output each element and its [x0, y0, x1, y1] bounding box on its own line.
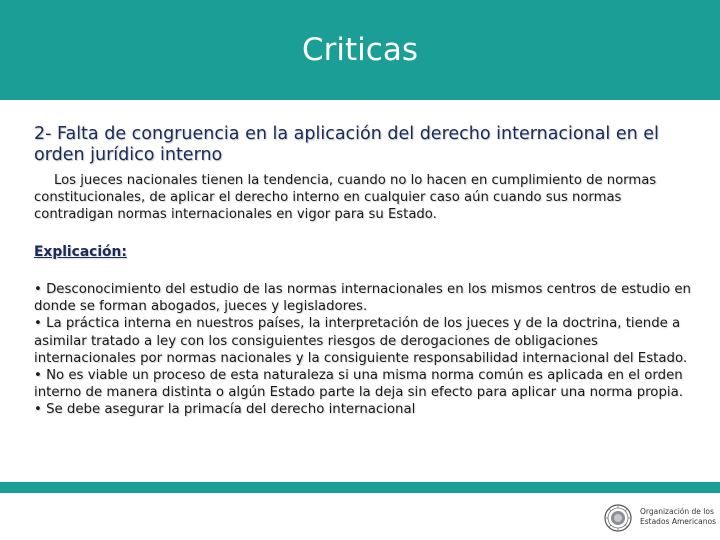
- slide-content: [34, 124, 696, 419]
- bullet-item: • Se debe asegurar la primacía del derecho internacional: [34, 402, 416, 418]
- bullet-item: • La práctica interna en nuestros países, la interpretación de los jueces y de la doctrina, tiende a asimilar tratado a ley con los consiguientes riesgos de derogaciones de obligaciones internacionales por normas nacionales y la consiguiente responsabilidad internacional del Estado.: [34, 316, 688, 366]
- intro-paragraph: Los jueces nacionales tienen la tendencia, cuando no lo hacen en cumplimiento de normas constitucionales, de aplicar el derecho interno en cualquier caso aún cuando sus normas contradigan normas internacionales en vigor para su Estado.: [34, 173, 657, 222]
- oas-seal-icon: [604, 504, 632, 532]
- slide-title: Criticas: [302, 32, 418, 68]
- header-bar: [0, 0, 720, 100]
- bullet-item: • Desconocimiento del estudio de las normas internacionales en los mismos centros de estudio en donde se forman abogados, jueces y legisladores.: [34, 282, 691, 315]
- bullet-list: [34, 281, 696, 419]
- bullet-item: • No es viable un proceso de esta naturaleza si una misma norma común es aplicada en el orden interno de manera distinta o algún Estado parte la deja sin efecto para aplicar una norma propia.: [34, 368, 683, 401]
- logo-line-1: Organización de los: [640, 507, 714, 516]
- footer-band: [0, 482, 720, 493]
- logo-line-2: Estados Americanos: [640, 517, 717, 526]
- oas-logo-text: [640, 507, 720, 527]
- section-heading: 2- Falta de congruencia en la aplicación del derecho internacional en el orden jurídico interno: [34, 124, 659, 165]
- explicacion-label: Explicación:: [34, 244, 127, 260]
